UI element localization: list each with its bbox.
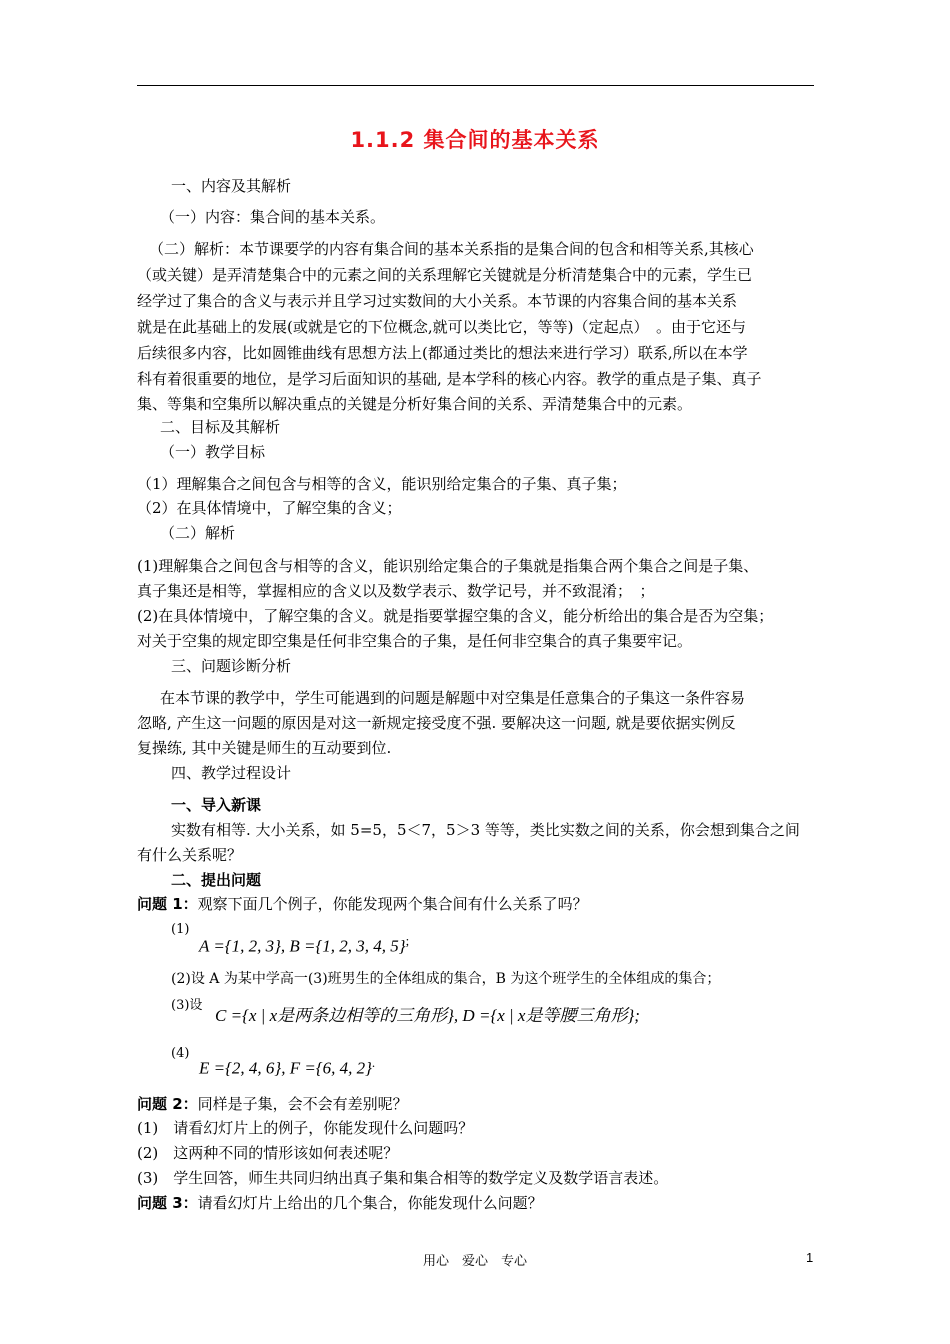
question-2-item: (1) 请看幻灯片上的例子，你能发现什么问题吗？ — [137, 1119, 474, 1137]
example-4-math — [199, 1053, 375, 1079]
example-4-end: . — [371, 1055, 376, 1070]
question-2 — [137, 1094, 408, 1114]
page-title: 1.1.2 集合间的基本关系 — [350, 128, 600, 152]
example-3-number: (3)设 — [171, 998, 203, 1013]
question-2-item: (2) 这两种不同的情形该如何表述呢？ — [137, 1144, 399, 1162]
question-1-text: 观察下面几个例子，你能发现两个集合间有什么关系了吗？ — [197, 895, 588, 913]
analysis-line: 后续很多内容，比如圆锥曲线有思想方法上(都通过类比的想法来进行学习）联系,所以在本学 — [137, 344, 748, 362]
intro-line: 实数有相等. 大小关系，如 5=5，5＜7，5＞3 等等，类比实数之间的关系，你会想到集合之间 — [171, 821, 800, 839]
goal-item: （2）在具体情境中，了解空集的含义； — [137, 499, 402, 517]
analysis-line: （或关键）是弄清楚集合中的元素之间的关系理解它关键就是分析清楚集合中的元素，学生已 — [137, 266, 753, 284]
example-1-end: ; — [405, 933, 410, 948]
analysis-line: 就是在此基础上的发展(或就是它的下位概念,就可以类比它，等等)（定起点） 。由于它还与 — [137, 318, 746, 336]
goals-subheading: （一）教学目标 — [160, 443, 266, 461]
diagnosis-line: 复操练, 其中关键是师生的互动要到位. — [137, 739, 392, 757]
question-2-label: 问题 2： — [137, 1095, 198, 1113]
example-1-number: (1) — [171, 922, 190, 937]
section-heading-goals: 二、目标及其解析 — [160, 418, 281, 436]
example-2: (2)设 A 为某中学高一(3)班男生的全体组成的集合，B 为这个班学生的全体组成的集合； — [171, 971, 721, 987]
question-2-text: 同样是子集，会不会有差别呢？ — [197, 1095, 408, 1113]
header-rule — [137, 85, 814, 86]
example-4-number: (4) — [171, 1046, 190, 1061]
question-2-item: (3) 学生回答，师生共同归纳出真子集和集合相等的数学定义及数学语言表述。 — [137, 1169, 669, 1187]
page-footer: 用心 爱心 专心 — [422, 1254, 527, 1269]
problems-heading: 二、提出问题 — [171, 871, 262, 889]
goal-analysis-line: 对关于空集的规定即空集是任何非空集合的子集，是任何非空集合的真子集要牢记。 — [137, 632, 693, 650]
question-3-label: 问题 3： — [137, 1194, 198, 1212]
diagnosis-line: 忽略, 产生这一问题的原因是对这一新规定接受度不强. 要解决这一问题, 就是要依据实例反 — [137, 714, 736, 732]
goals-analysis-subheading: （二）解析 — [160, 524, 236, 542]
analysis-line: 集、等集和空集所以解决重点的关键是分析好集合间的关系、弄清楚集合中的元素。 — [137, 395, 693, 413]
question-3 — [137, 1193, 543, 1213]
example-3-formula: C ={x | x是两条边相等的三角形}, D ={x | x是等腰三角形}; — [215, 1006, 640, 1025]
question-3-text: 请看幻灯片上给出的几个集合，你能发现什么问题？ — [197, 1194, 543, 1212]
analysis-line: （二）解析：本节课要学的内容有集合间的基本关系指的是集合间的包含和相等关系,其核心 — [149, 240, 754, 258]
analysis-line: 科有着很重要的地位，是学习后面知识的基础, 是本学科的核心内容。教学的重点是子集、真子 — [137, 370, 762, 388]
intro-heading: 一、导入新课 — [171, 796, 262, 814]
analysis-line: 经学过了集合的含义与表示并且学习过实数间的大小关系。本节课的内容集合间的基本关系 — [137, 292, 738, 310]
example-1-math — [199, 931, 409, 957]
question-1 — [137, 894, 588, 914]
diagnosis-line: 在本节课的教学中，学生可能遇到的问题是解题中对空集是任意集合的子集这一条件容易 — [160, 689, 746, 707]
content-line: （一）内容：集合间的基本关系。 — [160, 208, 386, 226]
goal-item: （1）理解集合之间包含与相等的含义，能识别给定集合的子集、真子集； — [137, 475, 627, 493]
goal-analysis-line: (1)理解集合之间包含与相等的含义，能识别给定集合的子集就是指集合两个集合之间是子集、 — [137, 557, 759, 575]
goal-analysis-line: (2)在具体情境中，了解空集的含义。就是指要掌握空集的含义，能分析给出的集合是否为空集； — [137, 607, 774, 625]
example-1-formula: A ={1, 2, 3}, B ={1, 2, 3, 4, 5} — [199, 936, 406, 956]
page-number: 1 — [806, 1250, 814, 1265]
section-heading-diagnosis: 三、问题诊断分析 — [171, 657, 292, 675]
example-4-formula: E ={2, 4, 6}, F ={6, 4, 2} — [199, 1058, 372, 1078]
question-1-label: 问题 1： — [137, 895, 198, 913]
section-heading-process: 四、教学过程设计 — [171, 764, 292, 782]
intro-line: 有什么关系呢？ — [137, 846, 243, 864]
section-heading-content: 一、内容及其解析 — [171, 177, 292, 195]
goal-analysis-line: 真子集还是相等，掌握相应的含义以及数学表示、数学记号，并不致混淆； ； — [137, 582, 655, 600]
